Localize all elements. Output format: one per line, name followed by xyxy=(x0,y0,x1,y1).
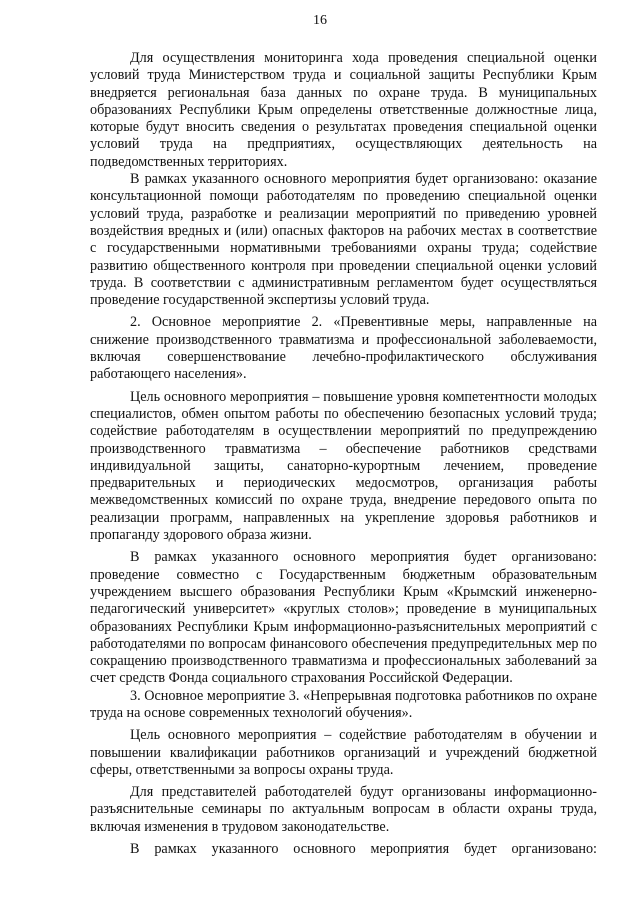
body-text xyxy=(90,50,597,858)
paragraph: Цель основного мероприятия – повышение уровня компетентности молодых специалистов, обмен опытом работы по обеспечению безопасных условий труда; содействие работодателям в осуществлении мероприятий по предупреждению производственного травматизма – обеспечение работников средствами индивидуальной защиты, санаторно-курортным лечением, проведение предварительных и периодических медосмотров, организация работы межведомственных комиссий по охране труда, внедрение передового опыта по реализации программ, направленных на укрепление здоровья работников и пропаганду здорового образа жизни. xyxy=(90,388,597,544)
paragraph: В рамках указанного основного мероприятия будет организовано: оказание консультационной помощи работодателям по проведению специальной оценки условий труда, разработке и реализации мероприятий по приведению уровней воздействия вредных и (или) опасных факторов на рабочих местах в соответствие с государственными нормативными требованиями охраны труда; содействие развитию общественного контроля при проведении специальной оценки условий труда. В соответствии с административным регламентом будет осуществляться проведение государственной экспертизы условий труда. xyxy=(90,171,597,309)
paragraph: 3. Основное мероприятие 3. «Непрерывная подготовка работников по охране труда на основе современных технологий обучения». xyxy=(90,687,597,721)
paragraph: В рамках указанного основного мероприятия будет организовано: xyxy=(130,841,597,858)
paragraph: Для осуществления мониторинга хода проведения специальной оценки условий труда Министерством труда и социальной защиты Республики Крым внедряется региональная база данных по охране труда. В муниципальных образованиях Республики Крым определены ответственные должностные лица, которые будут вносить сведения о результатах проведения специальной оценки условий труда на предприятиях, осуществляющих деятельность на подведомственных территориях. xyxy=(90,50,597,170)
paragraph: 2. Основное мероприятие 2. «Превентивные меры, направленные на снижение производственного травматизма и профессиональной заболеваемости, включая совершенствование лечебно-профилактического обслуживания работающего населения». xyxy=(90,314,597,383)
paragraph: Для представителей работодателей будут организованы информационно-разъяснительные семинары по актуальным вопросам в области охраны труда, включая изменения в трудовом законодательстве. xyxy=(90,784,597,835)
paragraph: В рамках указанного основного мероприятия будет организовано: проведение совместно с Государственным бюджетным образовательным учреждением высшего образования Республики Крым «Крымский инженерно-педагогический университет» «круглых столов»; проведение в муниципальных образованиях Республики Крым информационно-разъяснительных мероприятий с работодателями по вопросам финансового обеспечения предупредительных мер по сокращению производственного травматизма и профессиональных заболеваний за счет средств Фонда социального страхования Российской Федерации. xyxy=(90,549,597,687)
paragraph: Цель основного мероприятия – содействие работодателям в обучении и повышении квалификации работников организаций и учреждений бюджетной сферы, ответственными за вопросы охраны труда. xyxy=(90,727,597,778)
page-number: 16 xyxy=(313,13,327,28)
